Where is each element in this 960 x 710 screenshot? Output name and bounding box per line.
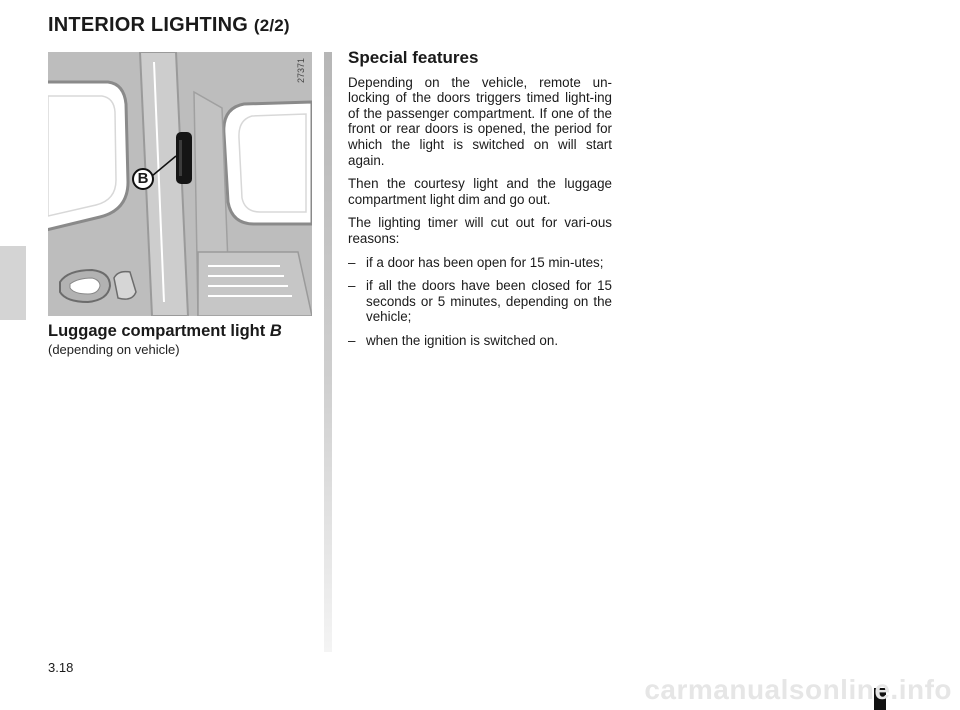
section-heading: Special features — [348, 48, 479, 67]
list-item — [348, 278, 612, 325]
section-side-tab — [0, 246, 26, 320]
van-interior-drawing — [48, 52, 312, 316]
figure-caption-note: (depending on vehicle) — [48, 342, 180, 357]
page-title-text: INTERIOR LIGHTING — [48, 14, 249, 36]
list-item-text: if all the doors have been closed for 15 seconds or 5 minutes, depending on the vehicle; — [366, 278, 612, 325]
list-item — [348, 255, 612, 271]
bullet-dash: – — [348, 254, 356, 270]
list-item-text: when the ignition is switched on. — [366, 332, 559, 348]
caption-title-text: Luggage compartment light — [48, 322, 266, 340]
caption-callout: B — [269, 322, 282, 340]
bullet-dash: – — [348, 332, 356, 348]
list-item-text: if a door has been open for 15 min-utes; — [366, 254, 604, 270]
figure-reference-number: 27371 — [296, 58, 306, 84]
page-title — [48, 14, 290, 37]
bullet-dash: – — [348, 278, 356, 294]
paragraph: Depending on the vehicle, remote un-locking of the doors triggers timed light-ing of the passenger compartment. If one of the front or rear doors is opened, the period for which the light is switched on will start again. — [348, 74, 612, 168]
list-item — [348, 333, 612, 349]
special-features-section — [348, 50, 612, 357]
page-number: 3.18 — [48, 660, 74, 675]
callout-b-marker: B — [132, 168, 154, 190]
reasons-list — [348, 255, 612, 349]
paragraph: The lighting timer will cut out for vari-ous reasons: — [348, 215, 612, 246]
page-title-part: (2/2) — [253, 16, 290, 35]
column-divider — [324, 52, 332, 652]
paragraph: Then the courtesy light and the luggage compartment light dim and go out. — [348, 176, 612, 207]
figure-caption-title — [48, 322, 282, 341]
watermark: carmanualsonline.info — [644, 674, 952, 705]
luggage-compartment-illustration — [48, 52, 312, 316]
